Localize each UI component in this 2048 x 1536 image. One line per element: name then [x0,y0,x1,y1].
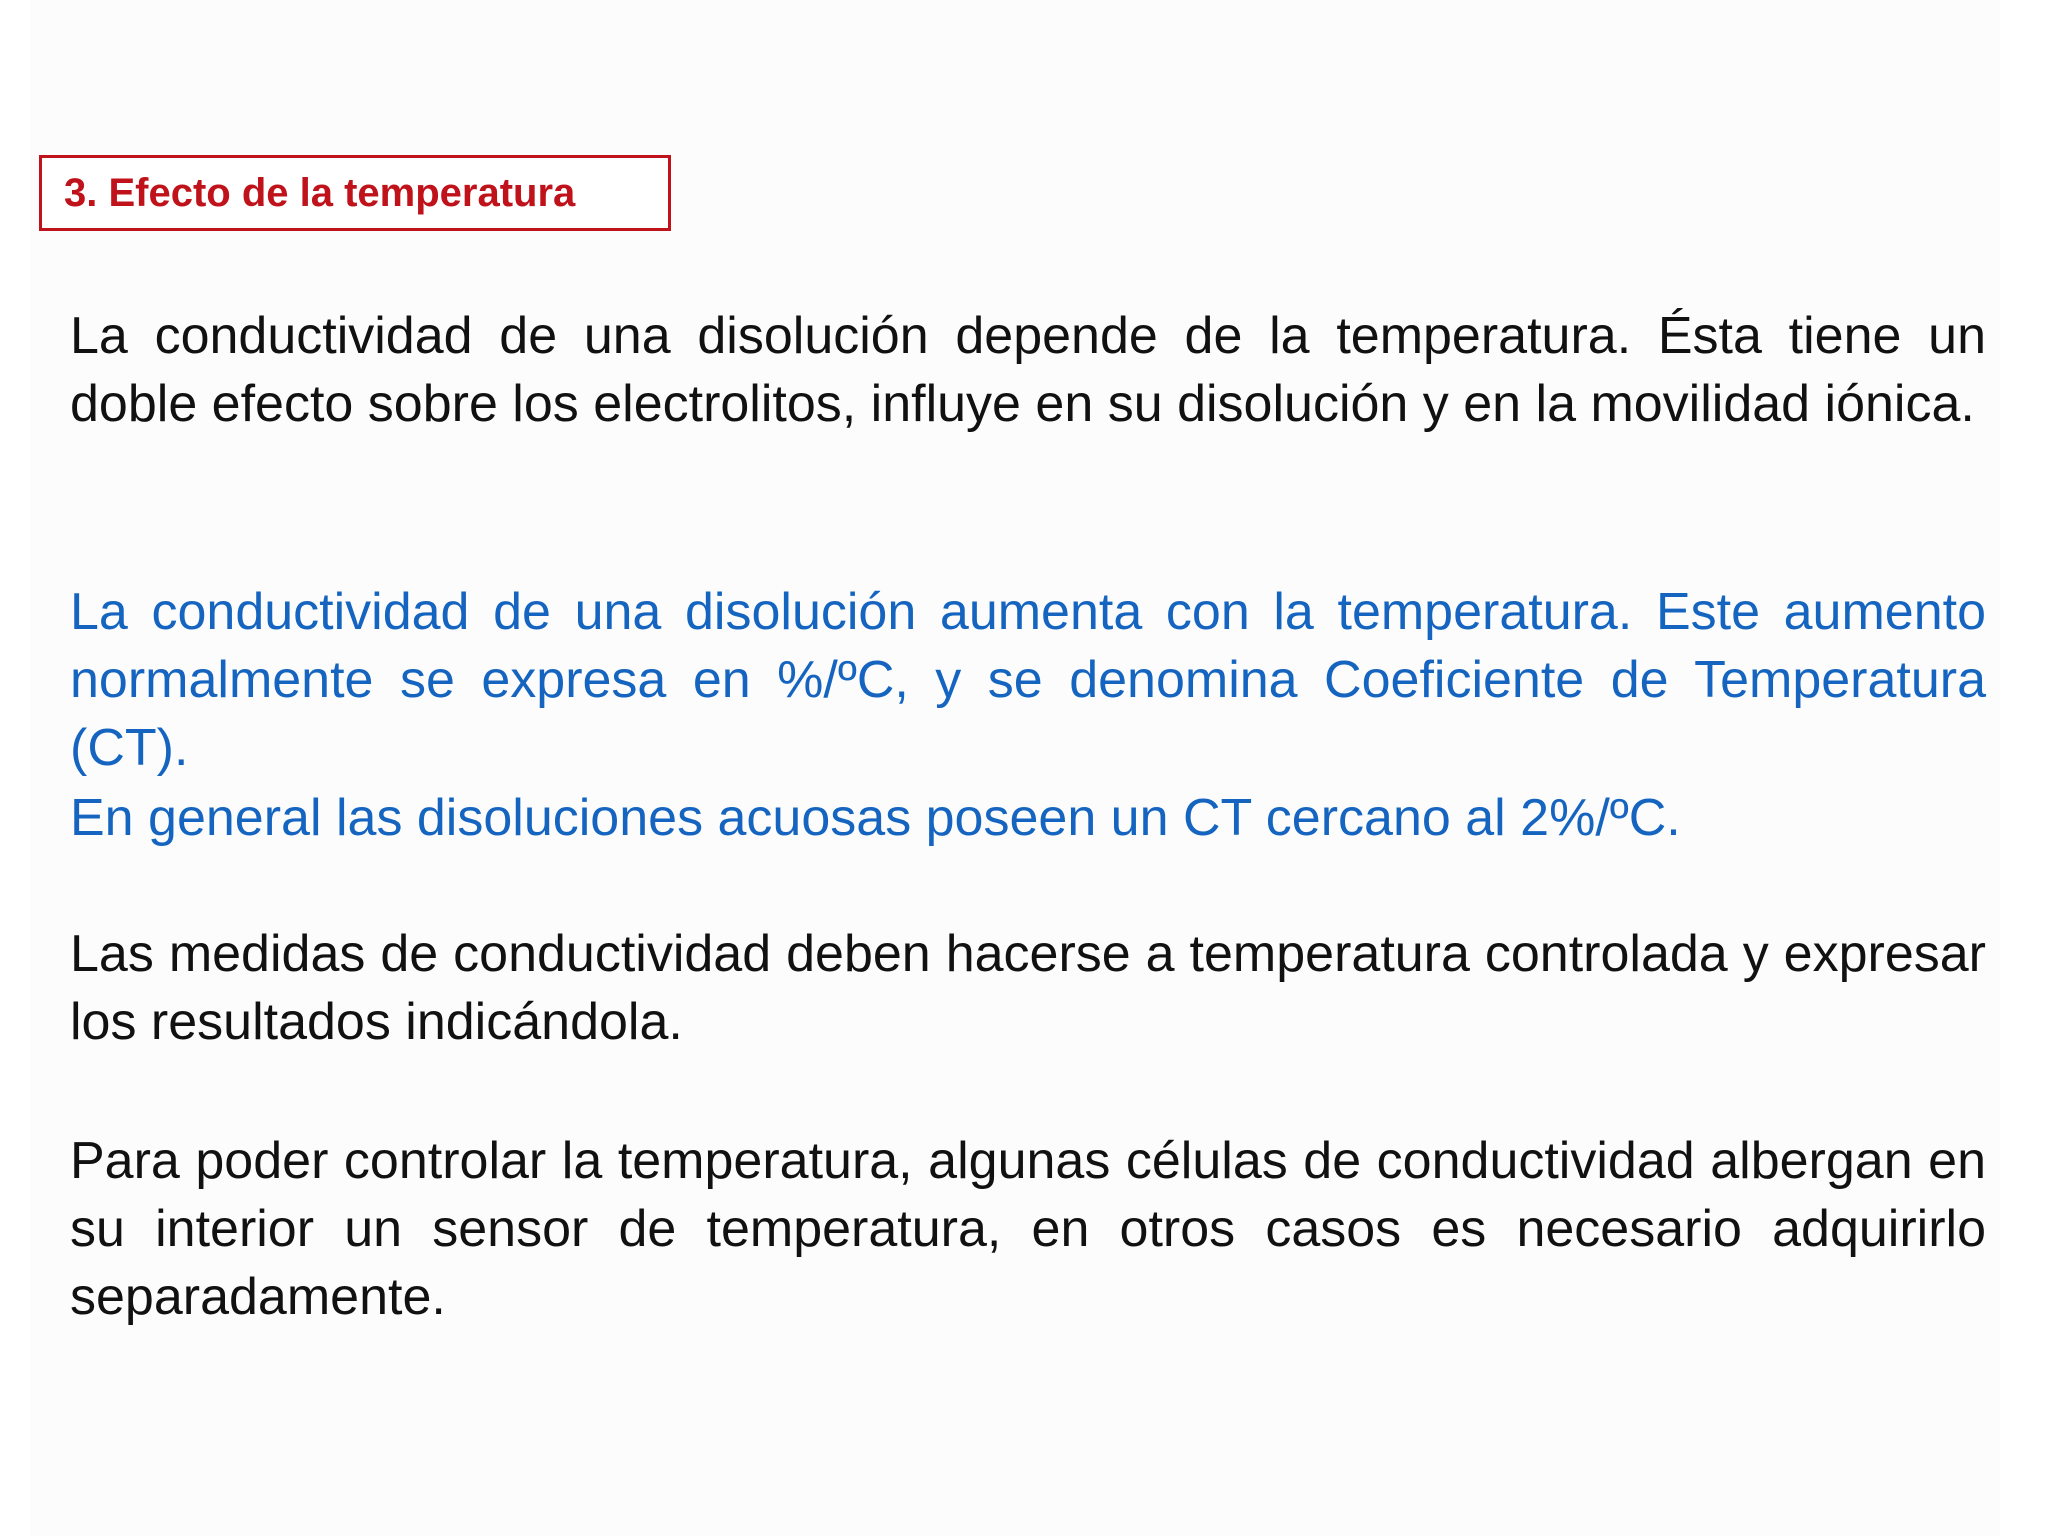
paragraph-temperature-coefficient: La conductividad de una disolución aumenta con la temperatura. Este aumento normalmente se expresa en %/ºC, y se denomina Coeficiente de Temperatura (CT). [70,583,1986,777]
paragraph-controlled-temperature: Las medidas de conductividad deben hacerse a temperatura controlada y expresar los resultados indicándola. [70,925,1986,1051]
paragraph-temperature-sensor: Para poder controlar la temperatura, algunas células de conductividad albergan en su interior un sensor de temperatura, en otros casos es necesario adquirirlo separadamente. [70,1132,1986,1326]
paragraph-temperature-dependence: La conductividad de una disolución depende de la temperatura. Ésta tiene un doble efecto sobre los electrolitos, influye en su disolución y en la movilidad iónica. [70,307,1986,433]
paragraph-aqueous-ct: En general las disoluciones acuosas poseen un CT cercano al 2%/ºC. [70,789,1681,847]
section-title: 3. Efecto de la temperatura [39,155,671,231]
